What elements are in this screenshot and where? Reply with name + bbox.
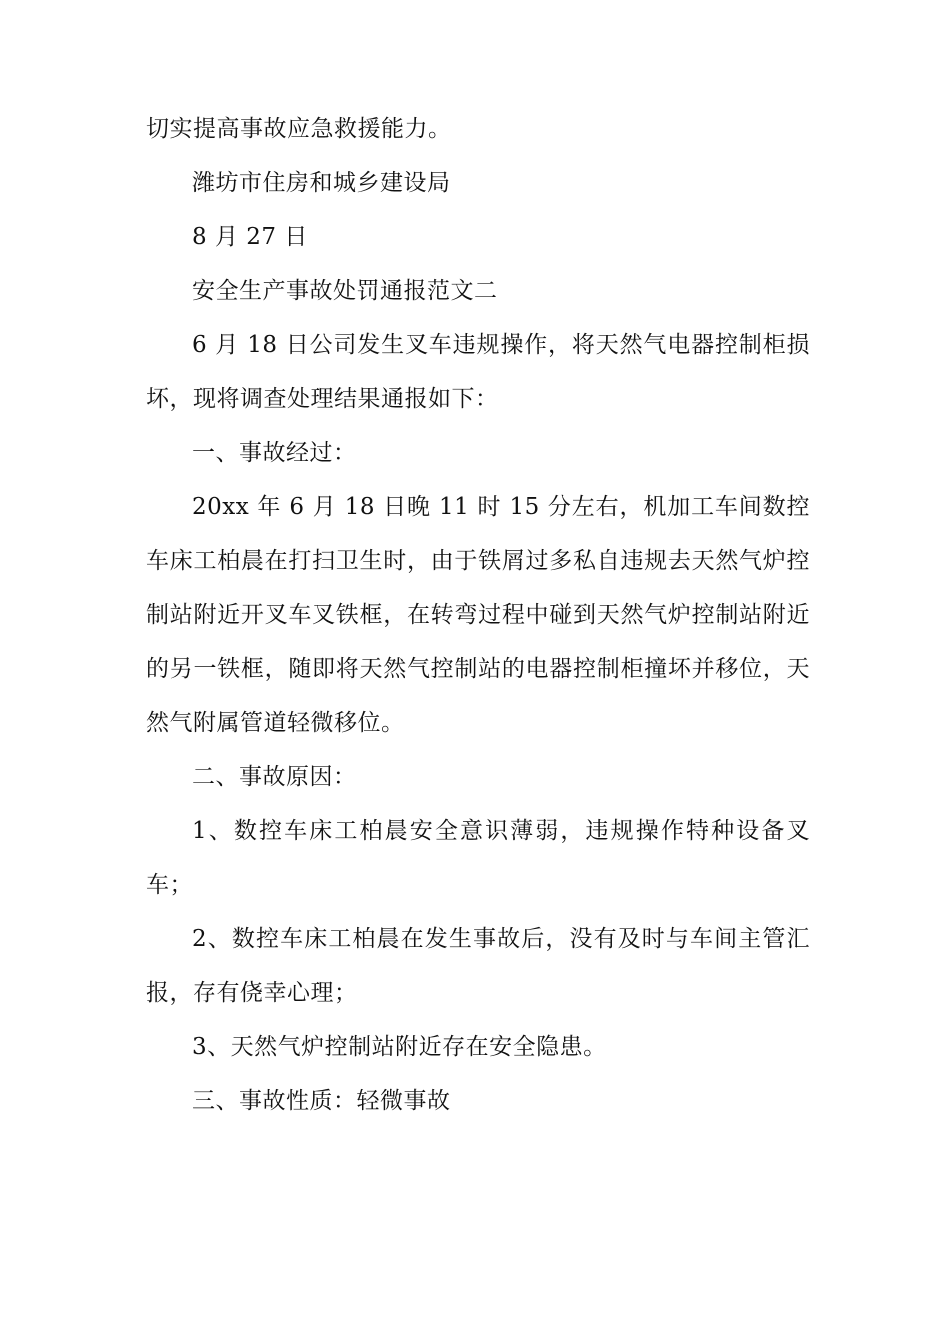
paragraph-issuer: 潍坊市住房和城乡建设局 [192, 170, 451, 196]
paragraph-cause-1: 1、数控车床工柏晨安全意识薄弱，违规操作特种设备叉车； [146, 818, 810, 898]
heading-accident-nature: 三、事故性质：轻微事故 [192, 1088, 451, 1114]
paragraph-continuation: 切实提高事故应急救援能力。 [146, 116, 452, 142]
paragraph-section-title: 安全生产事故处罚通报范文二 [192, 278, 498, 304]
paragraph-intro: 6 月 18 日公司发生叉车违规操作，将天然气电器控制柜损坏，现将调查处理结果通报如下： [146, 332, 810, 412]
paragraph-cause-2: 2、数控车床工柏晨在发生事故后，没有及时与车间主管汇报，存有侥幸心理； [146, 926, 810, 1006]
document-body [146, 102, 810, 1128]
heading-accident-cause: 二、事故原因： [192, 764, 357, 790]
heading-accident-process: 一、事故经过： [192, 440, 357, 466]
paragraph-cause-3: 3、天然气炉控制站附近存在安全隐患。 [192, 1034, 607, 1060]
paragraph-accident-process: 20xx 年 6 月 18 日晚 11 时 15 分左右，机加工车间数控车床工柏晨在打扫卫生时，由于铁屑过多私自违规去天然气炉控制站附近开叉车叉铁框，在转弯过程中碰到天然气炉控制站附近的另一铁框，随即将天然气控制站的电器控制柜撞坏并移位，天然气附属管道轻微移位。 [146, 494, 810, 736]
paragraph-date: 8 月 27 日 [192, 224, 308, 250]
